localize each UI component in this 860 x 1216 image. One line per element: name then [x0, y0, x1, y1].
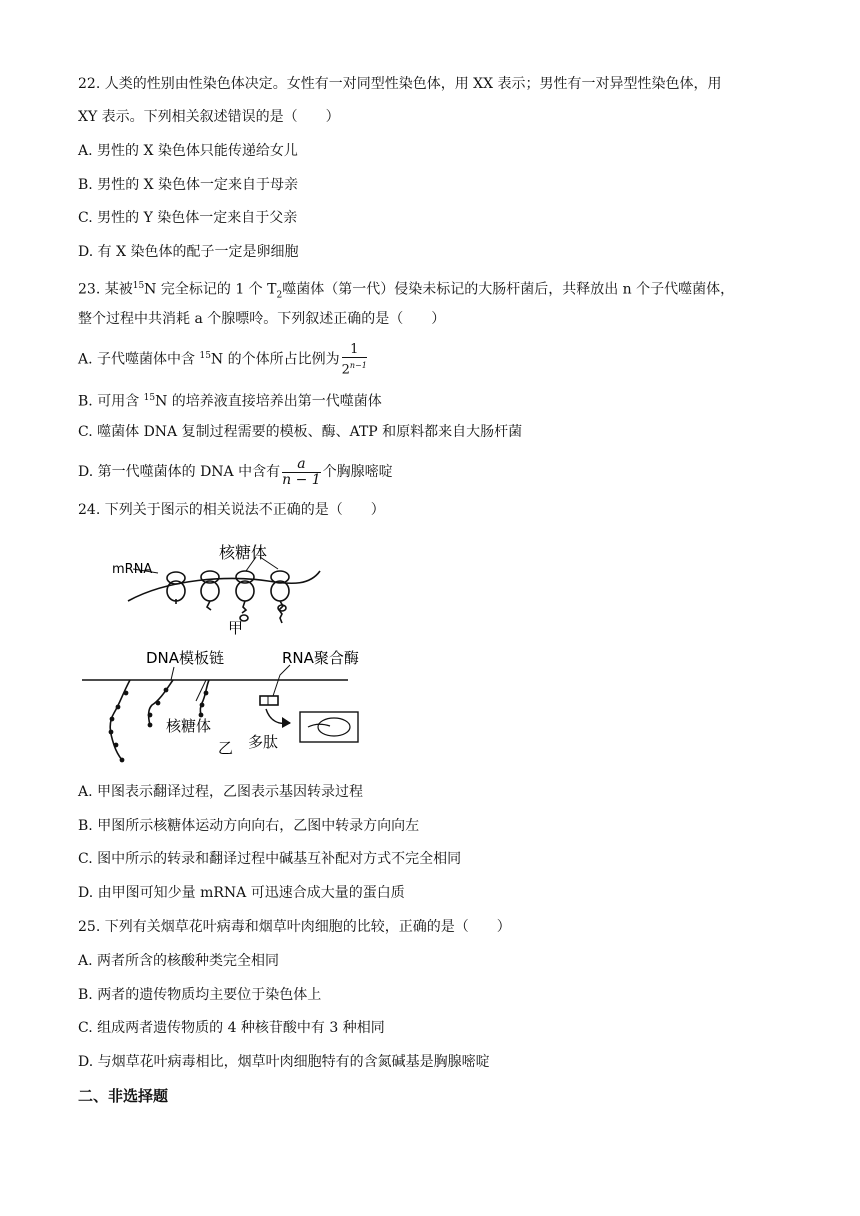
fraction-1-over-2-pow: $\frac{1}{2^{n-1}}$: [341, 341, 367, 378]
q22-option-d: D. 有 X 染色体的配子一定是卵细胞: [78, 244, 299, 260]
label-dna-template: DNA模板链: [146, 649, 225, 667]
ribosome: [201, 571, 219, 610]
rna-polymerase: [260, 696, 278, 705]
translation-transcription-figure: [78, 535, 378, 765]
q23-stem-line2: 整个过程中共消耗 a 个腺嘌呤。下列叙述正确的是（ ）: [78, 311, 446, 327]
label-peptide: 多肽: [248, 733, 279, 751]
label-ribosome-top: 核糖体: [219, 543, 268, 562]
label-rna-polymerase: RNA聚合酶: [282, 649, 359, 667]
q25-stem: 25. 下列有关烟草花叶病毒和烟草叶肉细胞的比较，正确的是（ ）: [78, 919, 511, 935]
mrna-transcript: [200, 680, 209, 715]
label-mrna: mRNA: [112, 562, 153, 577]
q24-option-c: C. 图中所示的转录和翻译过程中碱基互补配对方式不完全相同: [78, 851, 462, 867]
q22-stem-line1: 22. 人类的性别由性染色体决定。女性有一对同型性染色体，用 XX 表示；男性有一对异型性染色体，用: [78, 76, 722, 92]
ribosome: [167, 572, 185, 604]
q23-option-a: A. 子代噬菌体中含 $^{15}$N 的个体所占比例为 $\frac{1}{2^{n-1}}$: [78, 341, 367, 378]
mrna-strand: [128, 571, 320, 601]
label-jia: 甲: [228, 619, 244, 637]
q25-option-b: B. 两者的遗传物质均主要位于染色体上: [78, 987, 322, 1003]
q23-option-b: B. 可用含 $^{15}$N 的培养液直接培养出第一代噬菌体: [78, 393, 382, 410]
q22-option-c: C. 男性的 Y 染色体一定来自于父亲: [78, 210, 298, 226]
q25-option-c: C. 组成两者遗传物质的 4 种核苷酸中有 3 种相同: [78, 1020, 385, 1036]
q22-option-a: A. 男性的 X 染色体只能传递给女儿: [78, 143, 298, 159]
label-yi: 乙: [218, 739, 234, 757]
q22-stem-line2: XY 表示。下列相关叙述错误的是（ ）: [78, 109, 340, 125]
ribosome: [271, 571, 289, 623]
q25-option-a: A. 两者所含的核酸种类完全相同: [78, 953, 280, 969]
q23-option-c: C. 噬菌体 DNA 复制过程需要的模板、酶、ATP 和原料都来自大肠杆菌: [78, 424, 523, 440]
q24-option-b: B. 甲图所示核糖体运动方向向右，乙图中转录方向向左: [78, 818, 420, 834]
q23-stem-line1: 23. 某被$^{15}$N 完全标记的 1 个 $T_2$噬菌体（第一代）侵染未标记的大肠杆菌后，共释放出 n 个子代噬菌体，: [78, 281, 735, 301]
label-ribosome-bottom: 核糖体: [166, 717, 212, 735]
q23-option-d: D. 第一代噬菌体的 DNA 中含有 $\frac{a}{n - 1}$ 个胸腺嘧啶: [78, 455, 393, 488]
label-leader-dna: [171, 667, 174, 680]
q24-option-a: A. 甲图表示翻译过程，乙图表示基因转录过程: [78, 784, 364, 800]
q24-stem: 24. 下列关于图示的相关说法不正确的是（ ）: [78, 502, 385, 518]
section-title: 二、非选择题: [78, 1087, 169, 1105]
q22-option-b: B. 男性的 X 染色体一定来自于母亲: [78, 177, 299, 193]
fraction-a-over-n-minus-1: $\frac{a}{n - 1}$: [282, 455, 321, 488]
q24-option-d: D. 由甲图可知少量 mRNA 可迅速合成大量的蛋白质: [78, 885, 405, 901]
figure-jia: [128, 557, 320, 623]
q25-option-d: D. 与烟草花叶病毒相比，烟草叶肉细胞特有的含氮碱基是胸腺嘧啶: [78, 1054, 490, 1070]
